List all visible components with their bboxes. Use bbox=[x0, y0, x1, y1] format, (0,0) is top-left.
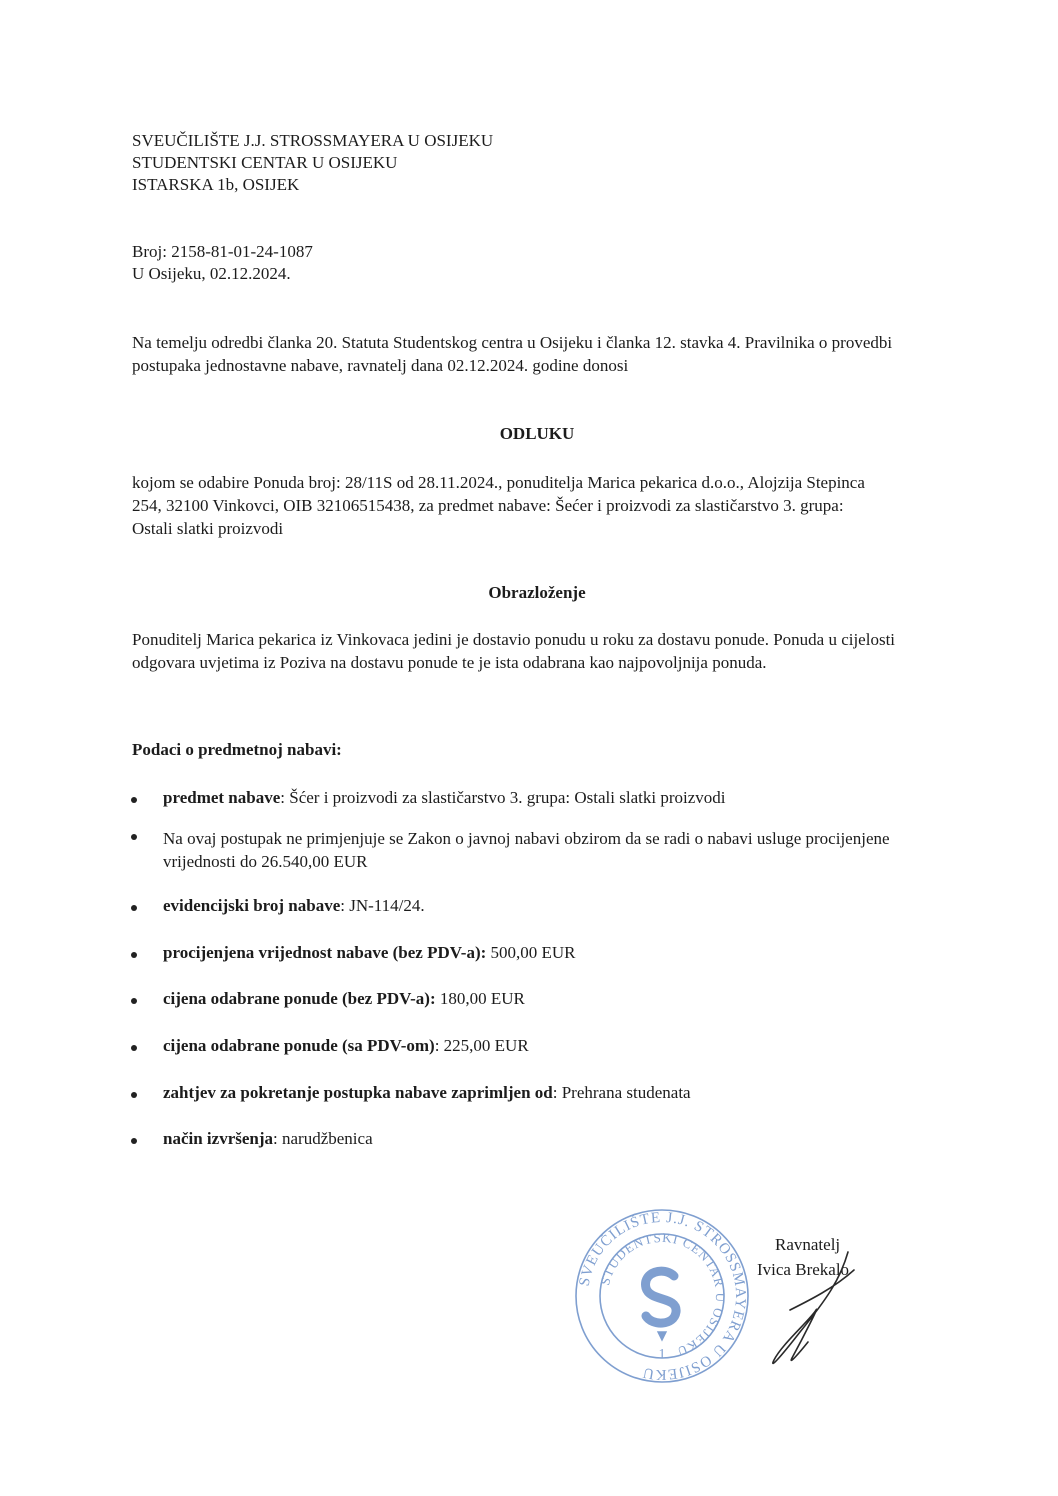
decision-text: kojom se odabire Ponuda broj: 28/11S od 28.11.2024., ponuditelja Marica pekarica d.o.o., Alojzija Stepinca 254, 32100 Vinkovci, OIB 32106515438, za predmet nabave: Šećer i proizvodi za slastičarstvo 3. grupa: Ostali slatki proizvodi bbox=[132, 473, 865, 538]
list-item: evidencijski broj nabave: JN-114/24. bbox=[163, 896, 425, 915]
list-item: način izvršenja: narudžbenica bbox=[163, 1129, 373, 1148]
handwritten-signature-icon bbox=[730, 1240, 870, 1380]
list-item: cijena odabrane ponude (sa PDV-om): 225,00 EUR bbox=[163, 1036, 529, 1055]
list-item: Na ovaj postupak ne primjenjuje se Zakon o javnoj nabavi obzirom da se radi o nabavi usluge procijenjene vrijednosti do 26.540,00 EUR bbox=[163, 829, 890, 871]
bullet-icon bbox=[131, 1092, 137, 1098]
center-name: STUDENTSKI CENTAR U OSIJEKU bbox=[132, 153, 398, 172]
list-item: zahtjev za pokretanje postupka nabave zaprimljen od: Prehrana studenata bbox=[163, 1083, 691, 1102]
list-item: procijenjena vrijednost nabave (bez PDV-a): 500,00 EUR bbox=[163, 943, 576, 962]
details-title: Podaci o predmetnoj nabavi: bbox=[132, 740, 342, 759]
list-item: predmet nabave: Šćer i proizvodi za slastičarstvo 3. grupa: Ostali slatki proizvodi bbox=[163, 788, 726, 807]
svg-text:STUDENTSKI CENTAR U OSIJEKU: STUDENTSKI CENTAR U OSIJEKU bbox=[597, 1229, 729, 1360]
institution-name: SVEUČILIŠTE J.J. STROSSMAYERA U OSIJEKU bbox=[132, 131, 494, 150]
bullet-icon bbox=[131, 834, 137, 840]
reasoning-title: Obrazloženje bbox=[488, 583, 586, 602]
intro-paragraph: Na temelju odredbi članka 20. Statuta Studentskog centra u Osijeku i članka 12. stavka 4. Pravilnika o provedbi postupaka jednostavne nabave, ravnatelj dana 02.12.2024. godine donosi bbox=[132, 333, 893, 375]
official-stamp-icon bbox=[572, 1206, 752, 1386]
svg-text:SVEUČILIŠTE J.J. STROSSMAYERA: SVEUČILIŠTE J.J. STROSSMAYERA U OSIJEKU bbox=[576, 1209, 749, 1383]
decision-title: ODLUKU bbox=[499, 424, 575, 443]
reference-number: Broj: 2158-81-01-24-1087 bbox=[132, 242, 313, 261]
bullet-icon bbox=[131, 797, 137, 803]
address: ISTARSKA 1b, OSIJEK bbox=[132, 175, 300, 194]
reasoning-text: Ponuditelj Marica pekarica iz Vinkovaca jedini je dostavio ponudu u roku za dostavu ponude. Ponuda u cijelosti odgovara uvjetima iz Poziva na dostavu ponude te je ista odabrana kao najpovoljnija ponuda. bbox=[132, 630, 896, 672]
place-date: U Osijeku, 02.12.2024. bbox=[132, 264, 291, 283]
bullet-icon bbox=[131, 1045, 137, 1051]
bullet-icon bbox=[131, 905, 137, 911]
svg-text:1: 1 bbox=[658, 1347, 666, 1362]
signer-name: Ivica Brekalo bbox=[757, 1260, 850, 1279]
list-item: cijena odabrane ponude (bez PDV-a): 180,00 EUR bbox=[163, 989, 525, 1008]
bullet-icon bbox=[131, 952, 137, 958]
bullet-icon bbox=[131, 998, 137, 1004]
bullet-icon bbox=[131, 1138, 137, 1144]
signer-role: Ravnatelj bbox=[775, 1235, 841, 1254]
